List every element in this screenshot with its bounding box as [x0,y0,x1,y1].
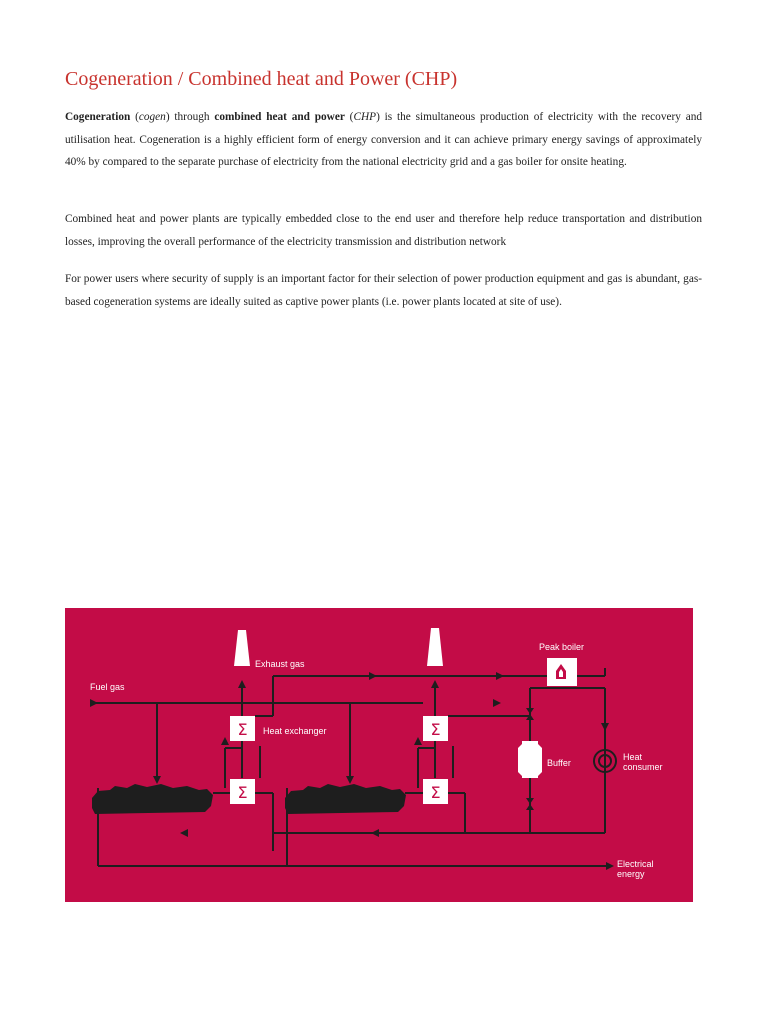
text-fragment: ) is the simultaneous production of electricity with the recovery and utilisation heat. Cogeneration is a highly efficient form of energy conversion and it can achieve primary energy savings of approximately 40% by compared to the separate purchase of electricity from the national electricity grid and a gas boiler for onsite heating. [65,111,703,168]
document-title: Cogeneration / Combined heat and Power (CHP) [65,68,458,90]
label-peak-boiler: Peak boiler [539,642,585,652]
label-exhaust-gas: Exhaust gas [255,659,305,669]
term-cogeneration: Cogeneration [65,111,131,123]
text-fragment: ( [130,111,139,123]
label-fuel-gas: Fuel gas [90,682,125,692]
abbr-chp: CHP [353,111,377,123]
label-heat-consumer-1: Heat [623,752,643,762]
text-fragment: ) through [165,111,215,123]
svg-text:Σ: Σ [430,783,441,802]
label-heat-consumer-2: consumer [623,762,663,772]
peak-boiler [547,658,577,686]
paragraph-embedded: Combined heat and power plants are typically embedded close to the end user and therefore help reduce transportation and distribution losses, improving the overall performance of the electricity transmission and distribution network [65,213,702,248]
label-electrical-energy-2: energy [617,869,645,879]
label-electrical-energy-1: Electrical [617,859,654,869]
term-chp: combined heat and power [214,111,345,123]
label-buffer: Buffer [547,758,571,768]
text-fragment: ( [344,111,354,123]
tank-icon [518,741,542,778]
svg-text:Σ: Σ [237,720,248,739]
label-heat-exchanger: Heat exchanger [263,726,327,736]
paragraph-intro [65,106,702,174]
svg-text:Σ: Σ [430,720,441,739]
diagram-background [65,608,693,902]
chp-diagram [65,608,693,902]
svg-text:Σ: Σ [237,783,248,802]
chp-diagram-svg [65,608,693,902]
paragraph-security: For power users where security of supply is an important factor for their selection of power production equipment and gas is abundant, gas-based cogeneration systems are ideally suited as captive power plants (i.e. power plants located at site of use). [65,273,702,308]
abbr-cogen: cogen [138,111,166,123]
